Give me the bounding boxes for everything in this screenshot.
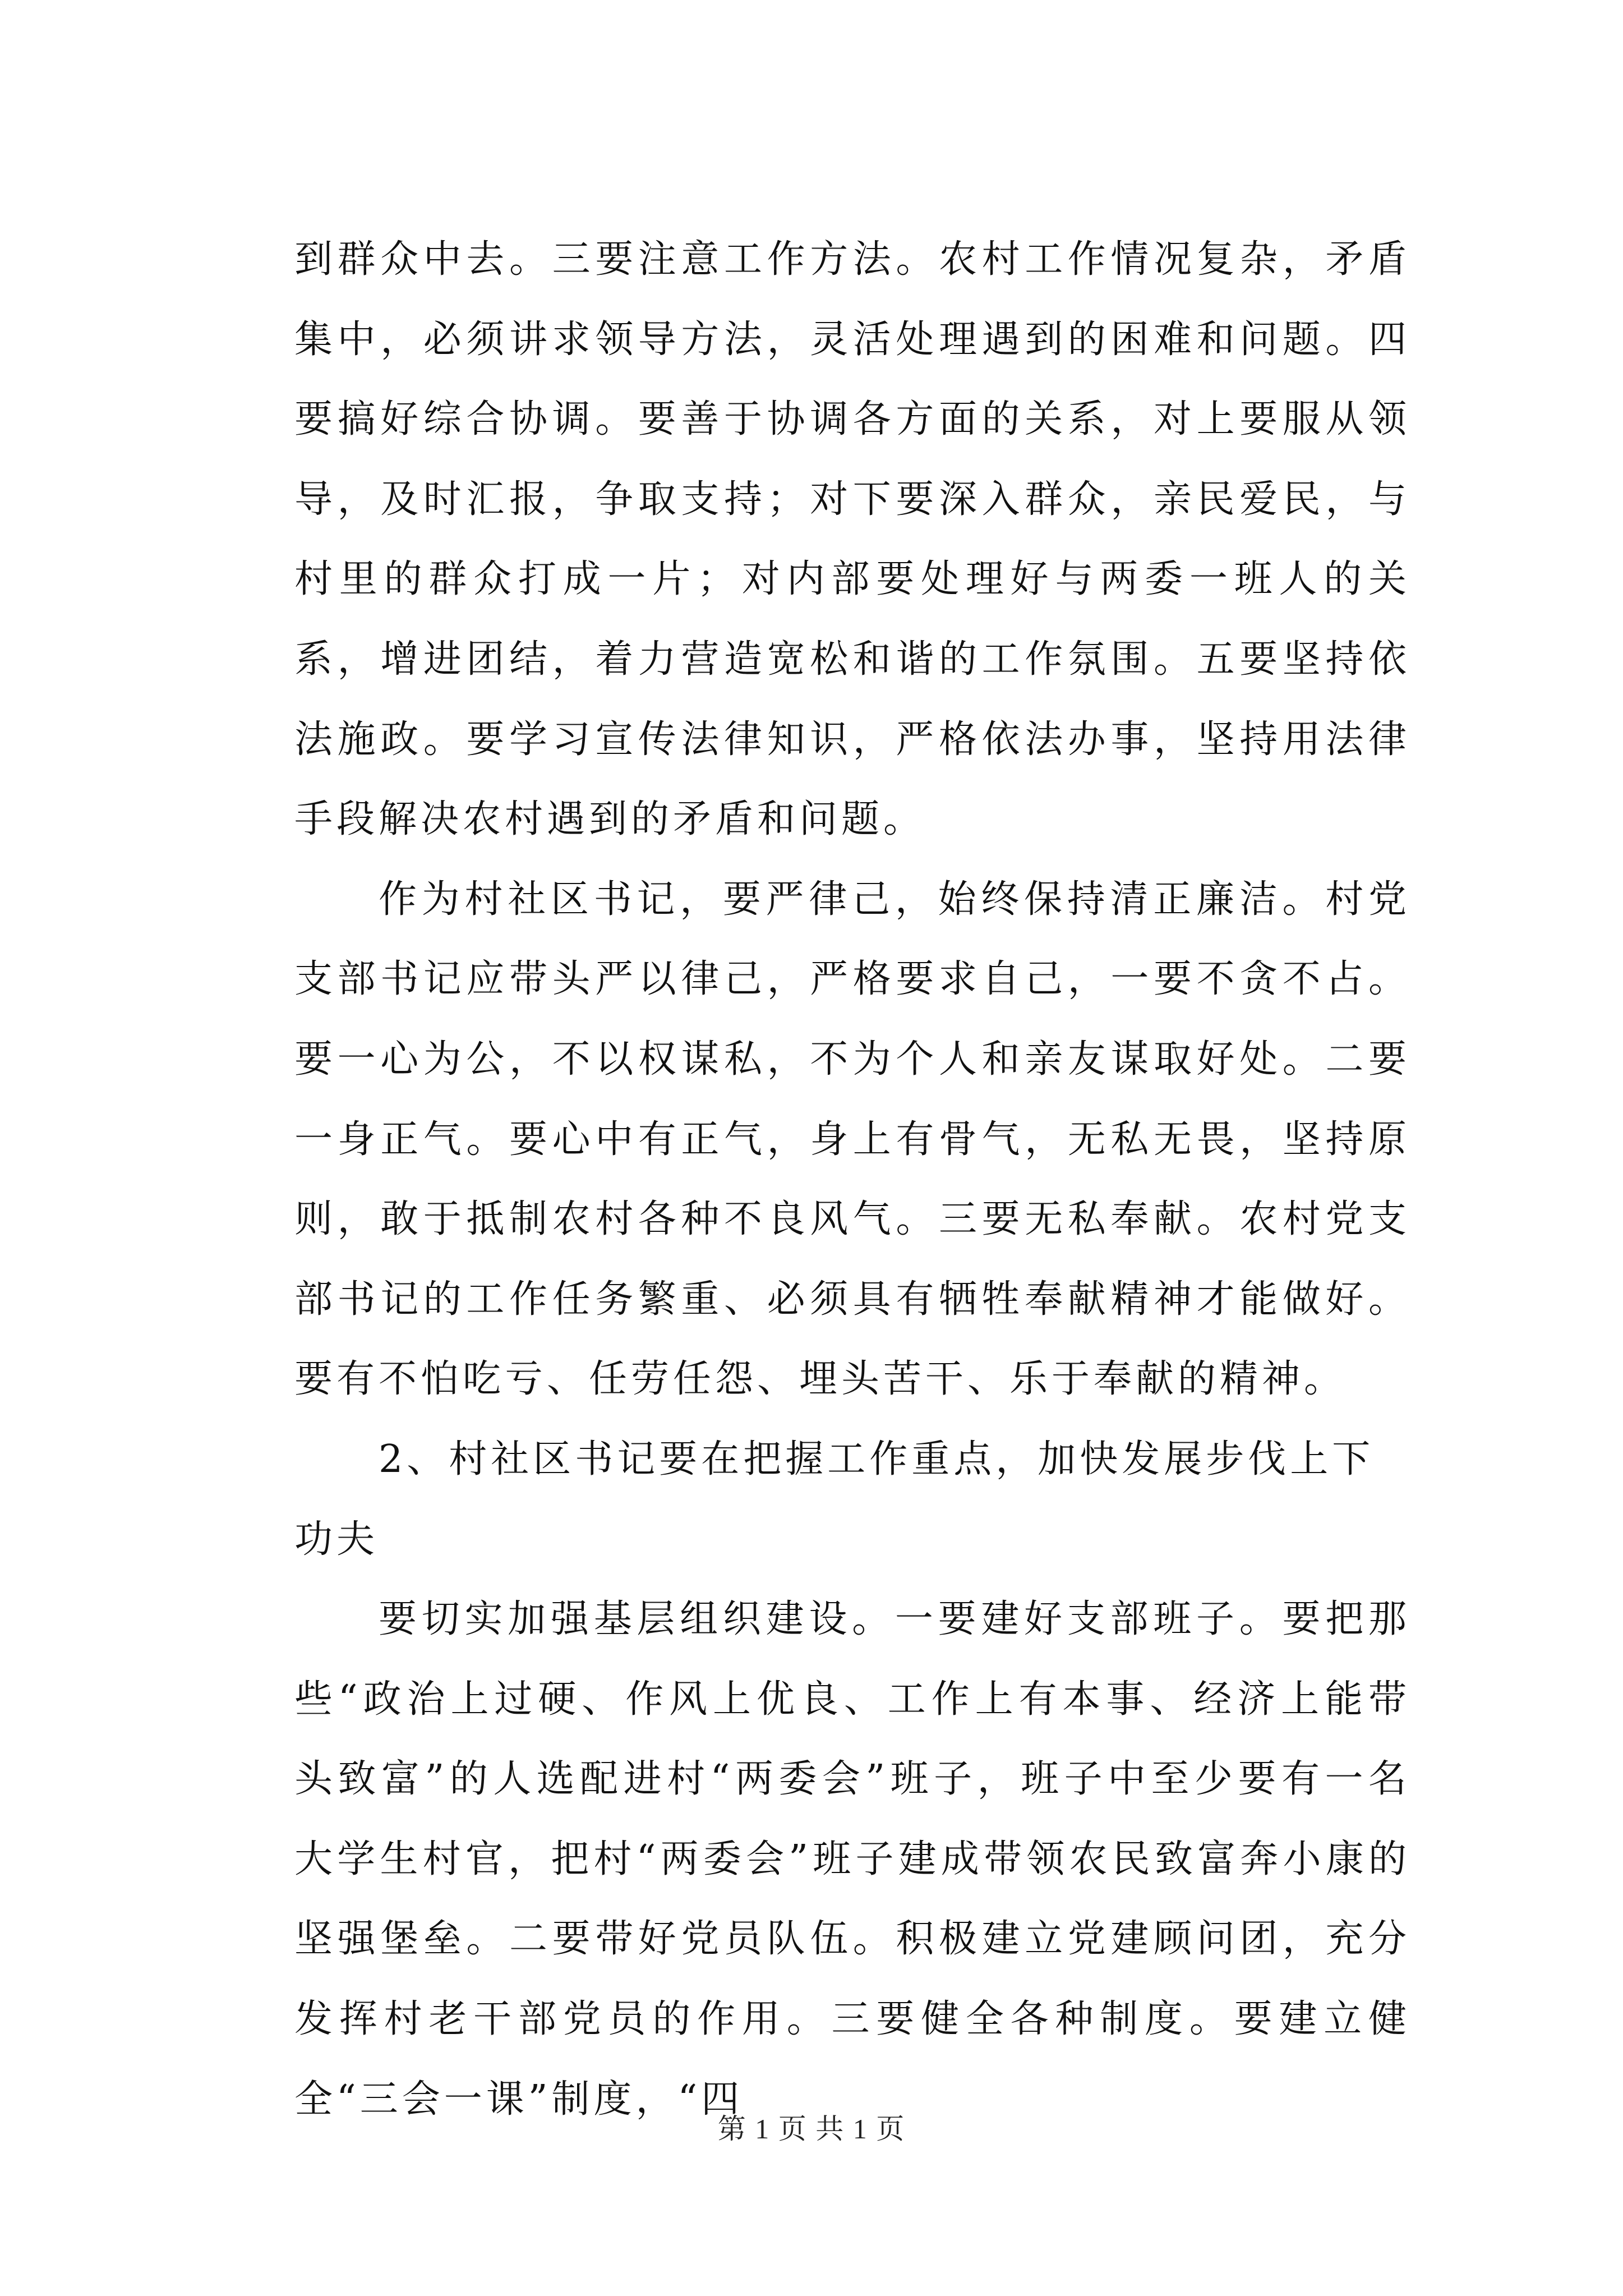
document-body bbox=[294, 220, 1410, 2139]
page-number-footer: 第 1 页 共 1 页 bbox=[717, 2113, 906, 2145]
paragraph-3: 要切实加强基层组织建设。一要建好支部班子。要把那些“政治上过硬、作风上优良、工作上有本事、经济上能带头致富”的人选配进村“两委会”班子，班子中至少要有一名大学生村官，把村“两委会”班子建成带领农民致富奔小康的坚强堡垒。二要带好党员队伍。积极建立党建顾问团，充分发挥村老干部党员的作用。三要健全各种制度。要建立健全“三会一课”制度，“四 bbox=[294, 1597, 1410, 2122]
paragraph-2: 作为村社区书记，要严律己，始终保持清正廉洁。村党支部书记应带头严以律己，严格要求自己，一要不贪不占。要一心为公，不以权谋私，不为个人和亲友谋取好处。二要一身正气。要心中有正气，身上有骨气，无私无畏，坚持原则，敢于抵制农村各种不良风气。三要无私奉献。农村党支部书记的工作任务繁重、必须具有牺牲奉献精神才能做好。要有不怕吃亏、任劳任怨、埋头苦干、乐于奉献的精神。 bbox=[294, 877, 1410, 1402]
paragraph-1: 到群众中去。三要注意工作方法。农村工作情况复杂，矛盾集中，必须讲求领导方法，灵活处理遇到的困难和问题。四要搞好综合协调。要善于协调各方面的关系，对上要服从领导，及时汇报，争取支持；对下要深入群众，亲民爱民，与村里的群众打成一片；对内部要处理好与两委一班人的关系，增进团结，着力营造宽松和谐的工作氛围。五要坚持依法施政。要学习宣传法律知识，严格依法办事，坚持用法律手段解决农村遇到的矛盾和问题。 bbox=[294, 237, 1410, 842]
section-heading: 2、村社区书记要在把握工作重点，加快发展步伐上下功夫 bbox=[294, 1437, 1375, 1562]
